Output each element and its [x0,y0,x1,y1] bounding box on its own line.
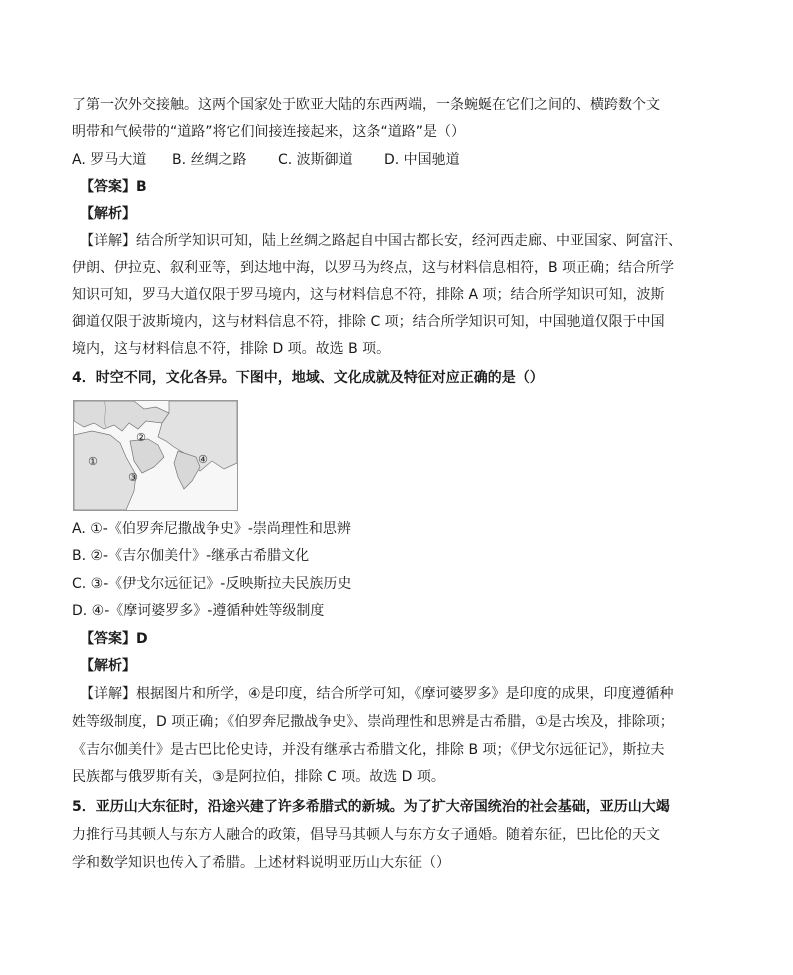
map-marker-1: ① [88,455,98,468]
q3-detail-line-3: 知识可知，罗马大道仅限于罗马境内，这与材料信息不符，排除 A 项；结合所学知识可知，波斯 [72,287,665,303]
q3-option-d: D. 中国驰道 [384,152,460,168]
q3-option-c: C. 波斯御道 [278,152,353,168]
q3-detail-line-4: 御道仅限于波斯境内，这与材料信息不符，排除 C 项；结合所学知识可知，中国驰道仅限于中国 [72,314,665,330]
map-marker-4: ④ [198,453,208,466]
q5-stem-line-2: 力推行马其顿人与东方人融合的政策，倡导马其顿人与东方女子通婚。随着东征，巴比伦的天文 [72,827,660,843]
q5-stem-line-3: 学和数学知识也传入了希腊。上述材料说明亚历山大东征（） [72,855,450,871]
q4-option-c: C. ③-《伊戈尔远征记》-反映斯拉夫民族历史 [72,576,352,592]
q4-option-b: B. ②-《吉尔伽美什》-继承古希腊文化 [72,548,310,564]
q4-detail-line-4: 民族都与俄罗斯有关，③是阿拉伯，排除 C 项。故选 D 项。 [72,769,445,785]
q4-detail-line-1: 【详解】根据图片和所学，④是印度，结合所学可知，《摩诃婆罗多》是印度的成果，印度遵循种 [80,686,674,702]
q4-map-image [73,400,238,511]
map-marker-3: ③ [128,471,138,484]
q4-stem: 4．时空不同，文化各异。下图中，地域、文化成就及特征对应正确的是（） [72,370,544,386]
q3-stem-line-1: 了第一次外交接触。这两个国家处于欧亚大陆的东西两端，一条蜿蜒在它们之间的、横跨数个文 [72,97,660,113]
q4-analysis-label: 【解析】 [80,658,136,674]
q3-option-a: A. 罗马大道 [72,152,147,168]
q5-stem-line-1: 5．亚历山大东征时，沿途兴建了许多希腊式的新城。为了扩大帝国统治的社会基础，亚历山大竭 [72,799,670,815]
q3-detail-line-1: 【详解】结合所学知识可知，陆上丝绸之路起自中国古都长安，经河西走廊、中亚国家、阿富汗、 [80,233,682,249]
q4-answer: 【答案】D [80,631,148,647]
q4-option-d: D. ④-《摩诃婆罗多》-遵循种姓等级制度 [72,603,325,619]
q3-stem-line-2: 明带和气候带的“道路”将它们间接连接起来，这条“道路”是（） [72,124,466,140]
map-marker-2: ② [136,431,146,444]
q3-detail-line-5: 境内，这与材料信息不符，排除 D 项。故选 B 项。 [72,341,391,357]
q3-detail-line-2: 伊朗、伊拉克、叙利亚等，到达地中海，以罗马为终点，这与材料信息相符，B 项正确；结合所学 [72,260,675,276]
q3-answer: 【答案】B [80,179,147,195]
q4-detail-line-2: 姓等级制度，D 项正确；《伯罗奔尼撒战争史》、崇尚理性和思辨是古希腊，①是古埃及，排除项； [72,714,674,730]
q4-option-a: A. ①-《伯罗奔尼撒战争史》-崇尚理性和思辨 [72,521,351,537]
map-drawing [74,401,237,510]
q3-option-b: B. 丝绸之路 [172,152,247,168]
q3-analysis-label: 【解析】 [80,206,136,222]
q4-detail-line-3: 《吉尔伽美什》是古巴比伦史诗，并没有继承古希腊文化，排除 B 项；《伊戈尔远征记》，斯拉夫 [72,742,665,758]
